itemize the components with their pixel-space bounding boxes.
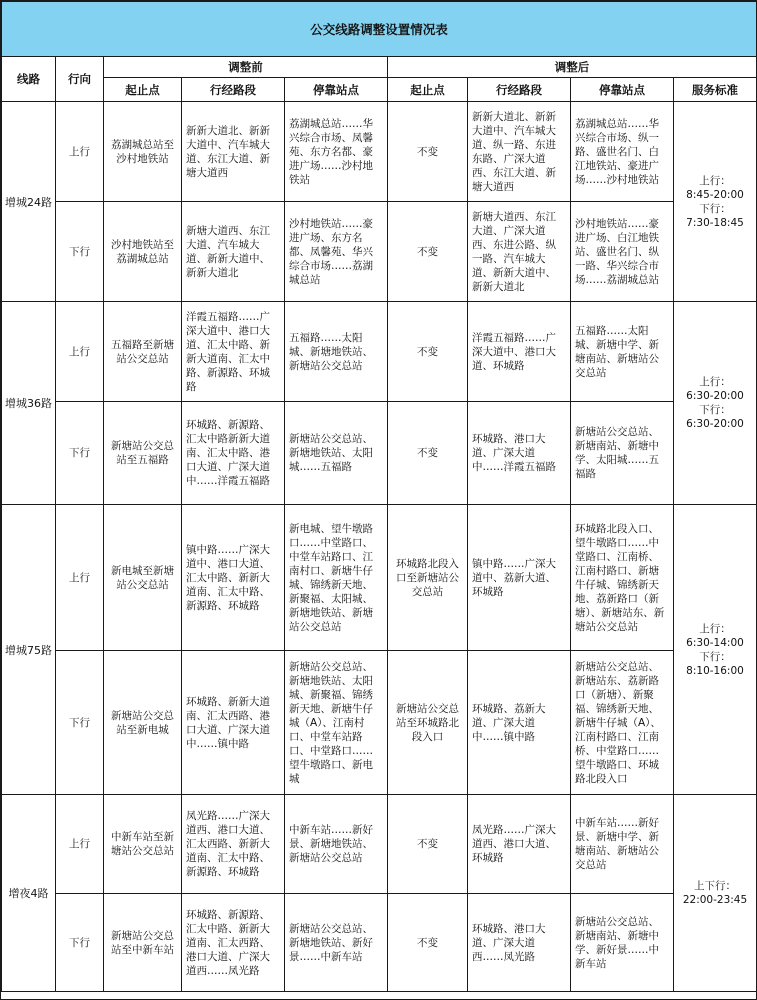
before-stops-cell: 中新车站……新好景、新塘地铁站、新塘站公交总站 xyxy=(285,795,388,894)
after-endpoints-cell: 不变 xyxy=(388,402,468,505)
table-row xyxy=(2,102,757,202)
after-path-cell: 环城路、荔新大道、广深大道中……镇中路 xyxy=(468,651,571,795)
service-time-line: 上行： xyxy=(699,376,731,388)
service-time-line: 6:30-20:00 xyxy=(686,418,744,430)
route-name: 增城75路 xyxy=(2,505,56,795)
before-stops-cell: 新塘站公交总站、新塘地铁站、太阳城、新聚福、锦绣新天地、新塘牛仔城（A）、江南村口、中堂车站路口、中堂路口……望牛墩路口、新电城 xyxy=(285,651,388,795)
header-before: 调整前 xyxy=(104,57,388,78)
before-path-cell: 镇中路……广深大道中、港口大道、汇太中路、新新大道南、汇太中路、新源路、环城路 xyxy=(182,505,285,651)
service-time-line: 上行： xyxy=(699,174,731,187)
after-endpoints-cell: 不变 xyxy=(388,302,468,402)
before-stops-cell: 五福路……太阳城、新塘地铁站、新塘站公交总站 xyxy=(285,302,388,402)
before-endpoints-cell: 新电城至新塘站公交总站 xyxy=(104,505,182,651)
after-path-cell: 洋霞五福路……广深大道中、港口大道、环城路 xyxy=(468,302,571,402)
header-route: 线路 xyxy=(2,57,56,102)
header-after-stops: 停靠站点 xyxy=(571,78,674,102)
before-endpoints-cell: 新塘站公交总站至中新车站 xyxy=(104,894,182,992)
after-endpoints-cell: 环城路北段入口至新塘站公交总站 xyxy=(388,505,468,651)
after-endpoints-cell: 新塘站公交总站至环城路北段入口 xyxy=(388,651,468,795)
header-before-path: 行经路段 xyxy=(182,78,285,102)
direction-cell: 上行 xyxy=(56,505,104,651)
service-standard-cell xyxy=(674,102,757,302)
after-path-cell: 环城路、港口大道、广深大道西……凤光路 xyxy=(468,894,571,992)
service-time-line: 上下行： xyxy=(694,880,736,892)
service-time-line: 8:10-16:00 xyxy=(686,664,744,677)
service-time-line: 下行： xyxy=(699,404,731,416)
before-path-cell: 环城路、新源路、汇太中路新新大道南、汇太中路、港口大道、广深大道中……洋霞五福路 xyxy=(182,402,285,505)
table-title: 公交线路调整设置情况表 xyxy=(2,2,757,57)
before-path-cell: 环城路、新源路、汇太中路、新新大道南、汇太西路、港口大道、广深大道西……凤光路 xyxy=(182,894,285,992)
before-stops-cell: 新塘站公交总站、新塘地铁站、新好景……中新车站 xyxy=(285,894,388,992)
before-endpoints-cell: 新塘站公交总站至五福路 xyxy=(104,402,182,505)
direction-cell: 下行 xyxy=(56,402,104,505)
after-stops-cell: 新塘站公交总站、新塘站东、荔新路口（新塘）、新聚福、锦绣新天地、新塘牛仔城（A）、江南村路口、江南桥、中堂路口……望牛墩路口、环城路北段入口 xyxy=(571,651,674,795)
after-stops-cell: 中新车站……新好景、新塘中学、新塘南站、新塘站公交总站 xyxy=(571,795,674,894)
service-time-line: 22:00-23:45 xyxy=(682,894,748,906)
after-endpoints-cell: 不变 xyxy=(388,202,468,302)
header-after-path: 行经路段 xyxy=(468,78,571,102)
before-path-cell: 洋霞五福路……广深大道中、港口大道、汇太中路、新新大道南、汇太中路、新源路、环城路 xyxy=(182,302,285,402)
service-standard-cell xyxy=(674,302,757,505)
header-before-stops: 停靠站点 xyxy=(285,78,388,102)
after-endpoints-cell: 不变 xyxy=(388,795,468,894)
table-row xyxy=(2,894,757,992)
service-time-line: 下行： xyxy=(699,650,731,663)
table-row xyxy=(2,505,757,651)
header-after: 调整后 xyxy=(388,57,757,78)
table-row xyxy=(2,202,757,302)
before-path-cell: 新新大道北、新新大道中、汽车城大道、东江大道、新塘大道西 xyxy=(182,102,285,202)
before-path-cell: 凤光路……广深大道西、港口大道、汇太西路、新新大道南、汇太中路、新源路、环城路 xyxy=(182,795,285,894)
after-path-cell: 凤光路……广深大道西、港口大道、环城路 xyxy=(468,795,571,894)
table-body xyxy=(2,102,757,992)
before-stops-cell: 新电城、望牛墩路口……中堂路口、中堂车站路口、江南村口、新塘牛仔城、锦绣新天地、新聚福、太阳城、新塘地铁站、新塘站公交总站 xyxy=(285,505,388,651)
after-stops-cell: 环城路北段入口、望牛墩路口……中堂路口、江南桥、江南村路口、新塘牛仔城、锦绣新天地、荔新路口（新塘）、新塘站东、新塘站公交总站 xyxy=(571,505,674,651)
table-row xyxy=(2,795,757,894)
route-name: 增城24路 xyxy=(2,102,56,302)
route-adjustment-table xyxy=(1,1,757,992)
service-standard-cell xyxy=(674,505,757,795)
after-endpoints-cell: 不变 xyxy=(388,102,468,202)
table-row xyxy=(2,651,757,795)
direction-cell: 上行 xyxy=(56,795,104,894)
header-after-endpoints: 起止点 xyxy=(388,78,468,102)
service-time-line: 上行： xyxy=(699,622,731,635)
after-stops-cell: 新塘站公交总站、新塘南站、新塘中学、太阳城……五福路 xyxy=(571,402,674,505)
service-time-line: 6:30-14:00 xyxy=(686,636,744,649)
before-stops-cell: 新塘站公交总站、新塘地铁站、太阳城……五福路 xyxy=(285,402,388,505)
after-path-cell: 镇中路……广深大道中、荔新大道、环城路 xyxy=(468,505,571,651)
before-endpoints-cell: 荔湖城总站至沙村地铁站 xyxy=(104,102,182,202)
before-stops-cell: 沙村地铁站……豪进广场、东方名都、凤馨苑、华兴综合市场……荔湖城总站 xyxy=(285,202,388,302)
direction-cell: 上行 xyxy=(56,302,104,402)
after-path-cell: 新新大道北、新新大道中、汽车城大道、纵一路、东进东路、广深大道西、东江大道、新塘大道西 xyxy=(468,102,571,202)
after-stops-cell: 沙村地铁站……豪进广场、白江地铁站、盛世名门、纵一路、华兴综合市场……荔湖城总站 xyxy=(571,202,674,302)
route-name: 增城36路 xyxy=(2,302,56,505)
direction-cell: 上行 xyxy=(56,102,104,202)
header-before-endpoints: 起止点 xyxy=(104,78,182,102)
after-endpoints-cell: 不变 xyxy=(388,894,468,992)
route-name: 增夜4路 xyxy=(2,795,56,992)
before-path-cell: 环城路、新新大道南、汇太西路、港口大道、广深大道中……镇中路 xyxy=(182,651,285,795)
before-stops-cell: 荔湖城总站……华兴综合市场、凤馨苑、东方名都、豪进广场……沙村地铁站 xyxy=(285,102,388,202)
service-time-line: 6:30-20:00 xyxy=(686,390,744,402)
after-path-cell: 环城路、港口大道、广深大道中……洋霞五福路 xyxy=(468,402,571,505)
direction-cell: 下行 xyxy=(56,651,104,795)
before-endpoints-cell: 沙村地铁站至荔湖城总站 xyxy=(104,202,182,302)
service-time-line: 8:45-20:00 xyxy=(686,188,744,201)
after-stops-cell: 五福路……太阳城、新塘中学、新塘南站、新塘站公交总站 xyxy=(571,302,674,402)
header-direction: 行向 xyxy=(56,57,104,102)
before-endpoints-cell: 新塘站公交总站至新电城 xyxy=(104,651,182,795)
before-path-cell: 新塘大道西、东江大道、汽车城大道、新新大道中、新新大道北 xyxy=(182,202,285,302)
before-endpoints-cell: 中新车站至新塘站公交总站 xyxy=(104,795,182,894)
after-stops-cell: 新塘站公交总站、新塘南站、新塘中学、新好景……中新车站 xyxy=(571,894,674,992)
before-endpoints-cell: 五福路至新塘站公交总站 xyxy=(104,302,182,402)
header-service: 服务标准 xyxy=(674,78,757,102)
direction-cell: 下行 xyxy=(56,202,104,302)
service-time-line: 7:30-18:45 xyxy=(686,216,744,229)
table-row xyxy=(2,302,757,402)
after-path-cell: 新塘大道西、东江大道、广深大道西、东进公路、纵一路、汽车城大道、新新大道中、新新大道北 xyxy=(468,202,571,302)
after-stops-cell: 荔湖城总站……华兴综合市场、纵一路、盛世名门、白江地铁站、豪进广场……沙村地铁站 xyxy=(571,102,674,202)
service-time-line: 下行： xyxy=(699,202,731,215)
direction-cell: 下行 xyxy=(56,894,104,992)
service-standard-cell xyxy=(674,795,757,992)
table-row xyxy=(2,402,757,505)
